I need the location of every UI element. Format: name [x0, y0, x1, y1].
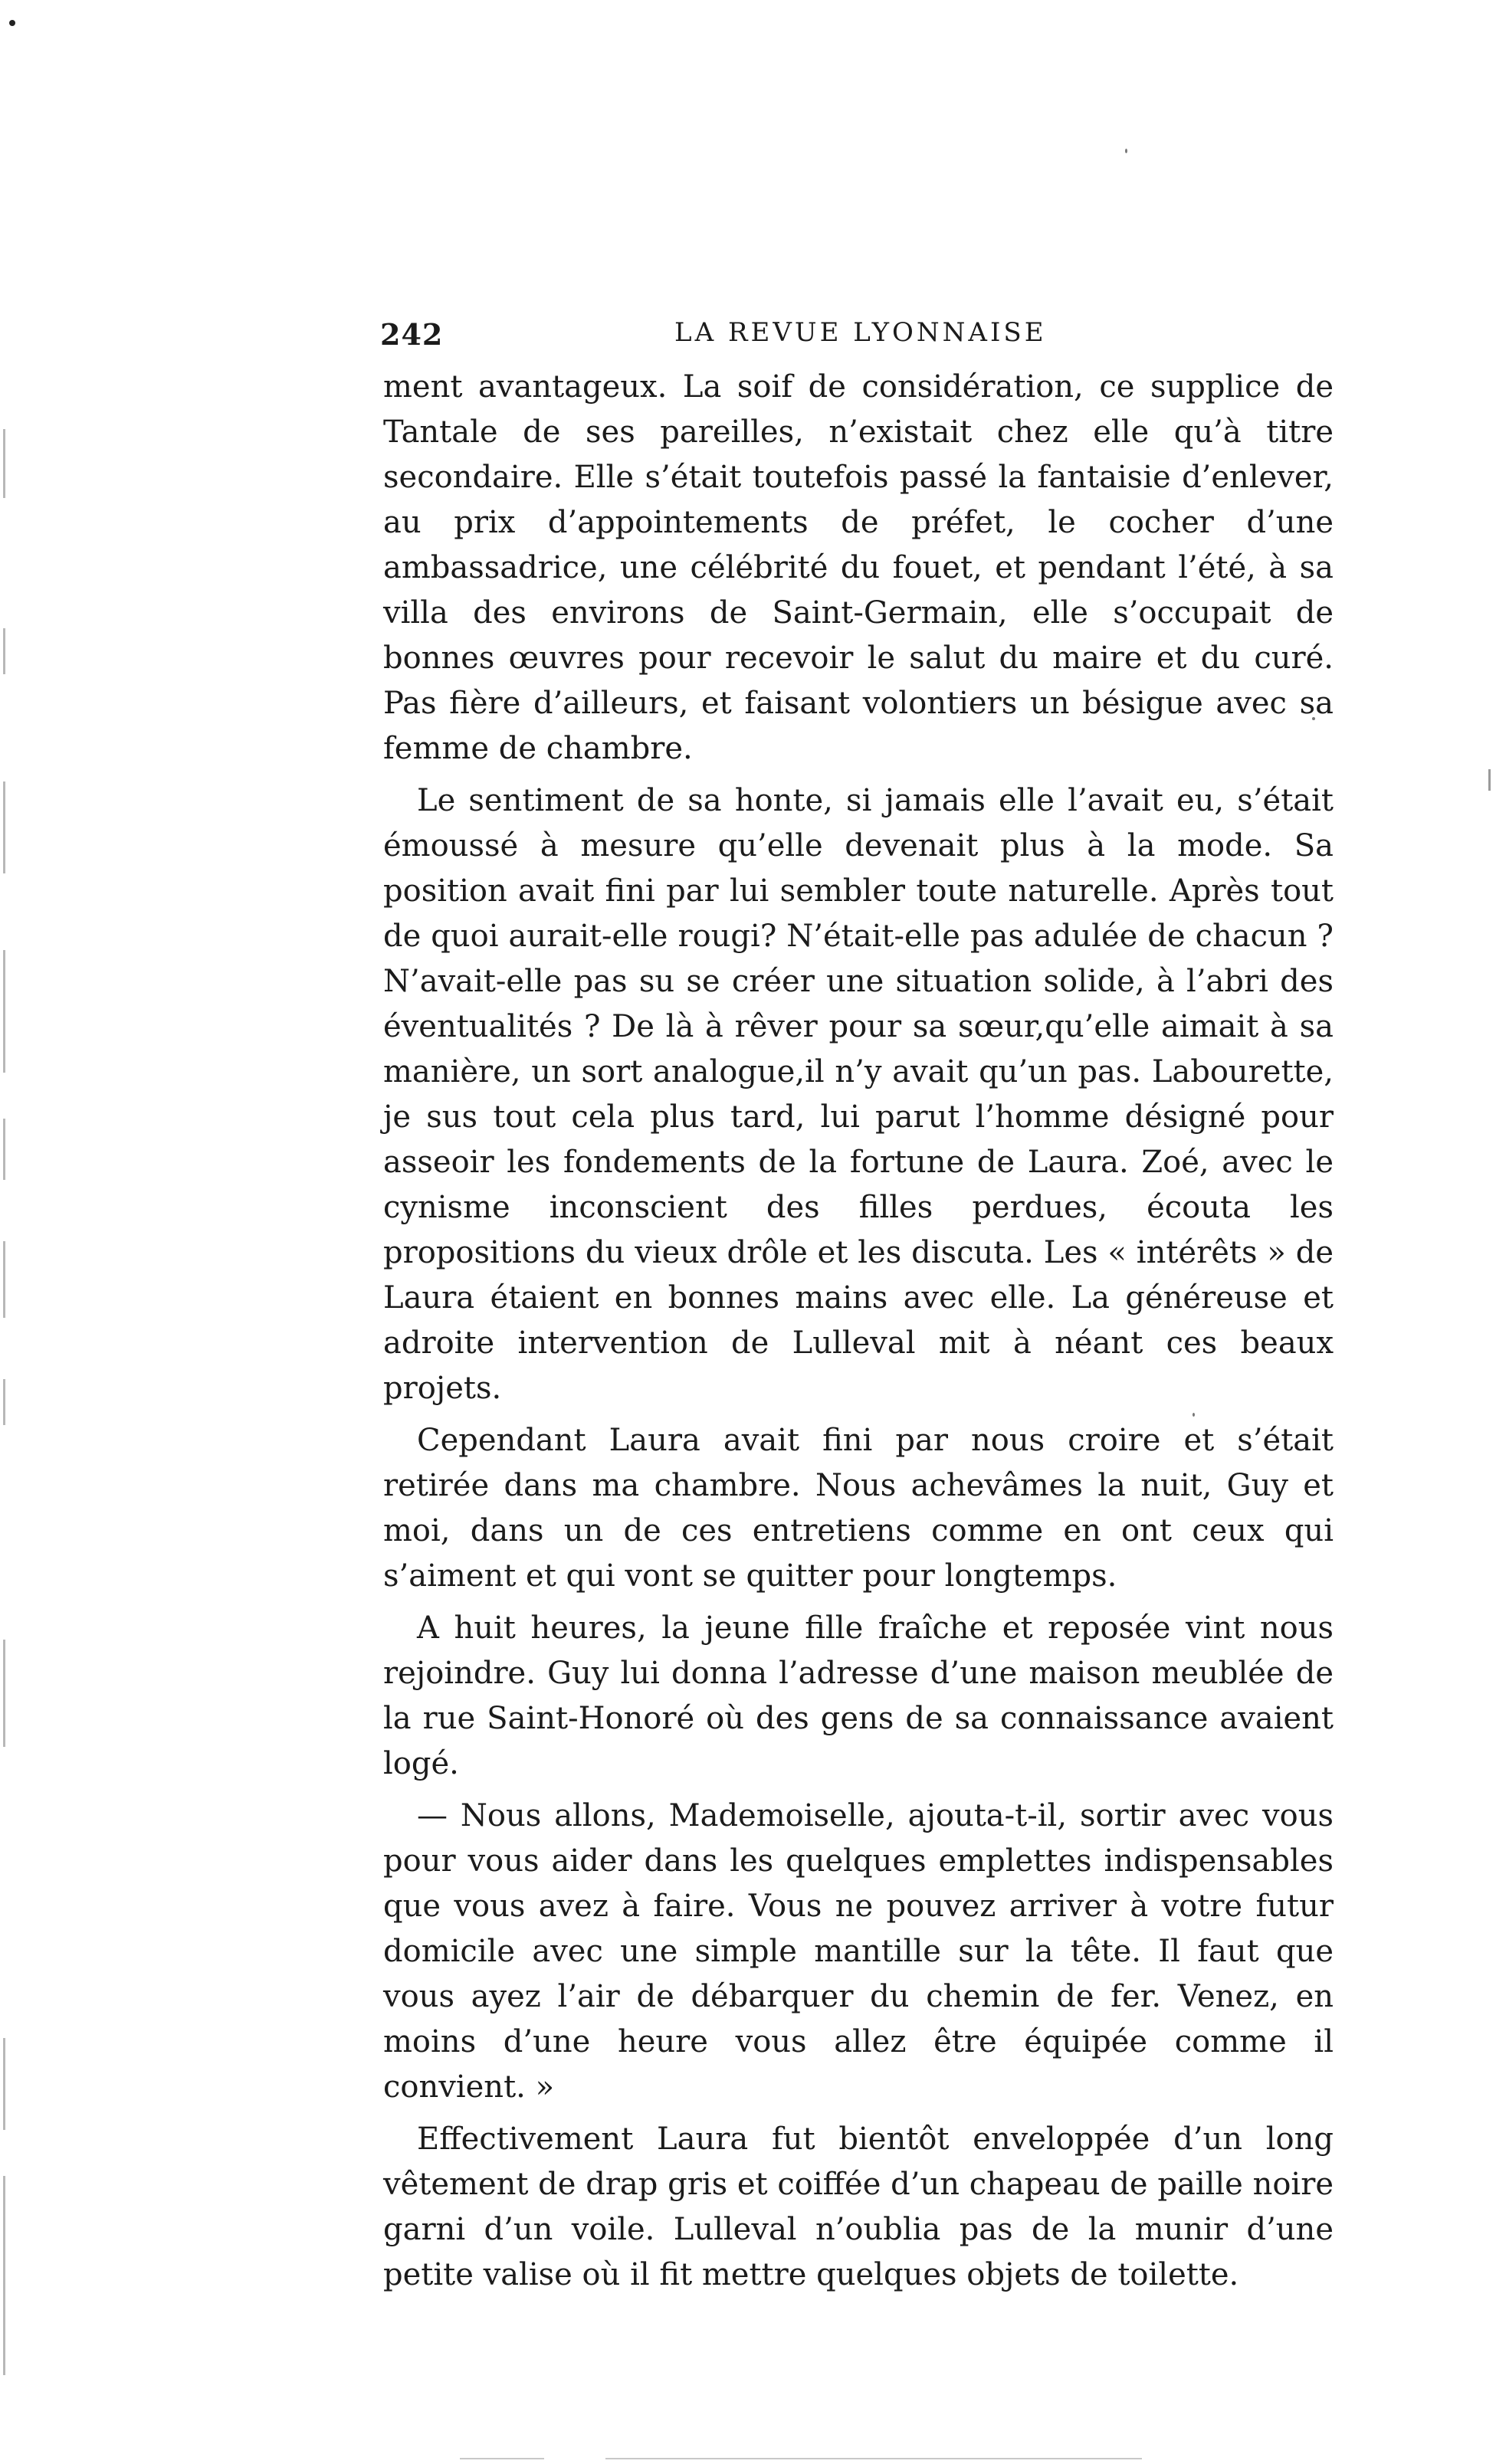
scan-edge-mark	[3, 781, 5, 873]
paragraph: Cependant Laura avait fini par nous croire et s’était retirée dans ma chambre. Nous achevâmes la nuit, Guy et moi, dans un de ces entretiens comme en ont ceux qui s’aiment et qui vont se quitter pour longtemps.	[383, 1423, 1334, 1594]
scan-edge-mark	[3, 1379, 5, 1425]
scan-bottom-rule	[460, 2458, 544, 2459]
scan-bottom-rule	[605, 2458, 1142, 2459]
ink-speck	[1125, 149, 1127, 153]
paragraph: A huit heures, la jeune fille fraîche et reposée vint nous rejoindre. Guy lui donna l’adresse d’une maison meublée de la rue Saint-Honoré où des gens de sa connaissance avaient logé.	[383, 1610, 1334, 1781]
scan-edge-mark	[3, 628, 5, 674]
scan-edge-mark	[3, 950, 5, 1073]
body-text	[383, 365, 1334, 2305]
scan-edge-mark	[3, 1640, 5, 1747]
scan-edge-mark	[3, 2176, 5, 2375]
running-header	[380, 317, 1337, 360]
scan-edge-mark	[3, 2038, 5, 2130]
scan-edge-mark	[3, 429, 5, 498]
page-number: 242	[380, 317, 444, 352]
paragraph: — Nous allons, Mademoiselle, ajouta-t-il, sortir avec vous pour vous aider dans les quelques emplettes indispensables que vous avez à faire. Vous ne pouvez arriver à votre futur domicile avec une simple mantille sur la tête. Il faut que vous ayez l’air de débarquer du chemin de fer. Venez, en moins d’une heure vous allez être équipée comme il convient. »	[383, 1798, 1334, 2105]
ink-dot	[9, 20, 15, 26]
paragraph: Effectivement Laura fut bientôt enveloppée d’un long vêtement de drap gris et coiffée d’un chapeau de paille noire garni d’un voile. Lulleval n’oublia pas de la munir d’une petite valise où il fit mettre quelques objets de toilette.	[383, 2122, 1334, 2292]
paragraph: ment avantageux. La soif de considération, ce supplice de Tantale de ses pareilles, n’existait chez elle qu’à titre secondaire. Elle s’était toutefois passé la fantaisie d’enlever, au prix d’appointements de préfet, le cocher d’une ambassadrice, une célébrité du fouet, et pendant l’été, à sa villa des environs de Saint-Germain, elle s’occupait de bonnes œuvres pour recevoir le salut du maire et du curé. Pas fière d’ailleurs, et faisant volontiers un bésigue avec sa femme de chambre.	[383, 369, 1334, 766]
scan-edge-mark	[3, 1241, 5, 1318]
paragraph: Le sentiment de sa honte, si jamais elle l’avait eu, s’était émoussé à mesure qu’elle devenait plus à la mode. Sa position avait fini par lui sembler toute naturelle. Après tout de quoi aurait-elle rougi? N’était-elle pas adulée de chacun ? N’avait-elle pas su se créer une situation solide, à l’abri des éventualités ? De là à rêver pour sa sœur,qu’elle aimait à sa manière, un sort analogue,il n’y avait qu’un pas. Labourette, je sus tout cela plus tard, lui parut l’homme désigné pour asseoir les fondements de la fortune de Laura. Zoé, avec le cynisme inconscient des filles perdues, écouta les propositions du vieux drôle et les discuta. Les « intérêts » de Laura étaient en bonnes mains avec elle. La généreuse et adroite intervention de Lulleval mit à néant ces beaux projets.	[383, 783, 1334, 1406]
scan-edge-mark	[1488, 769, 1491, 791]
running-title: LA REVUE LYONNAISE	[674, 317, 1047, 348]
scan-edge-mark	[3, 1119, 5, 1180]
